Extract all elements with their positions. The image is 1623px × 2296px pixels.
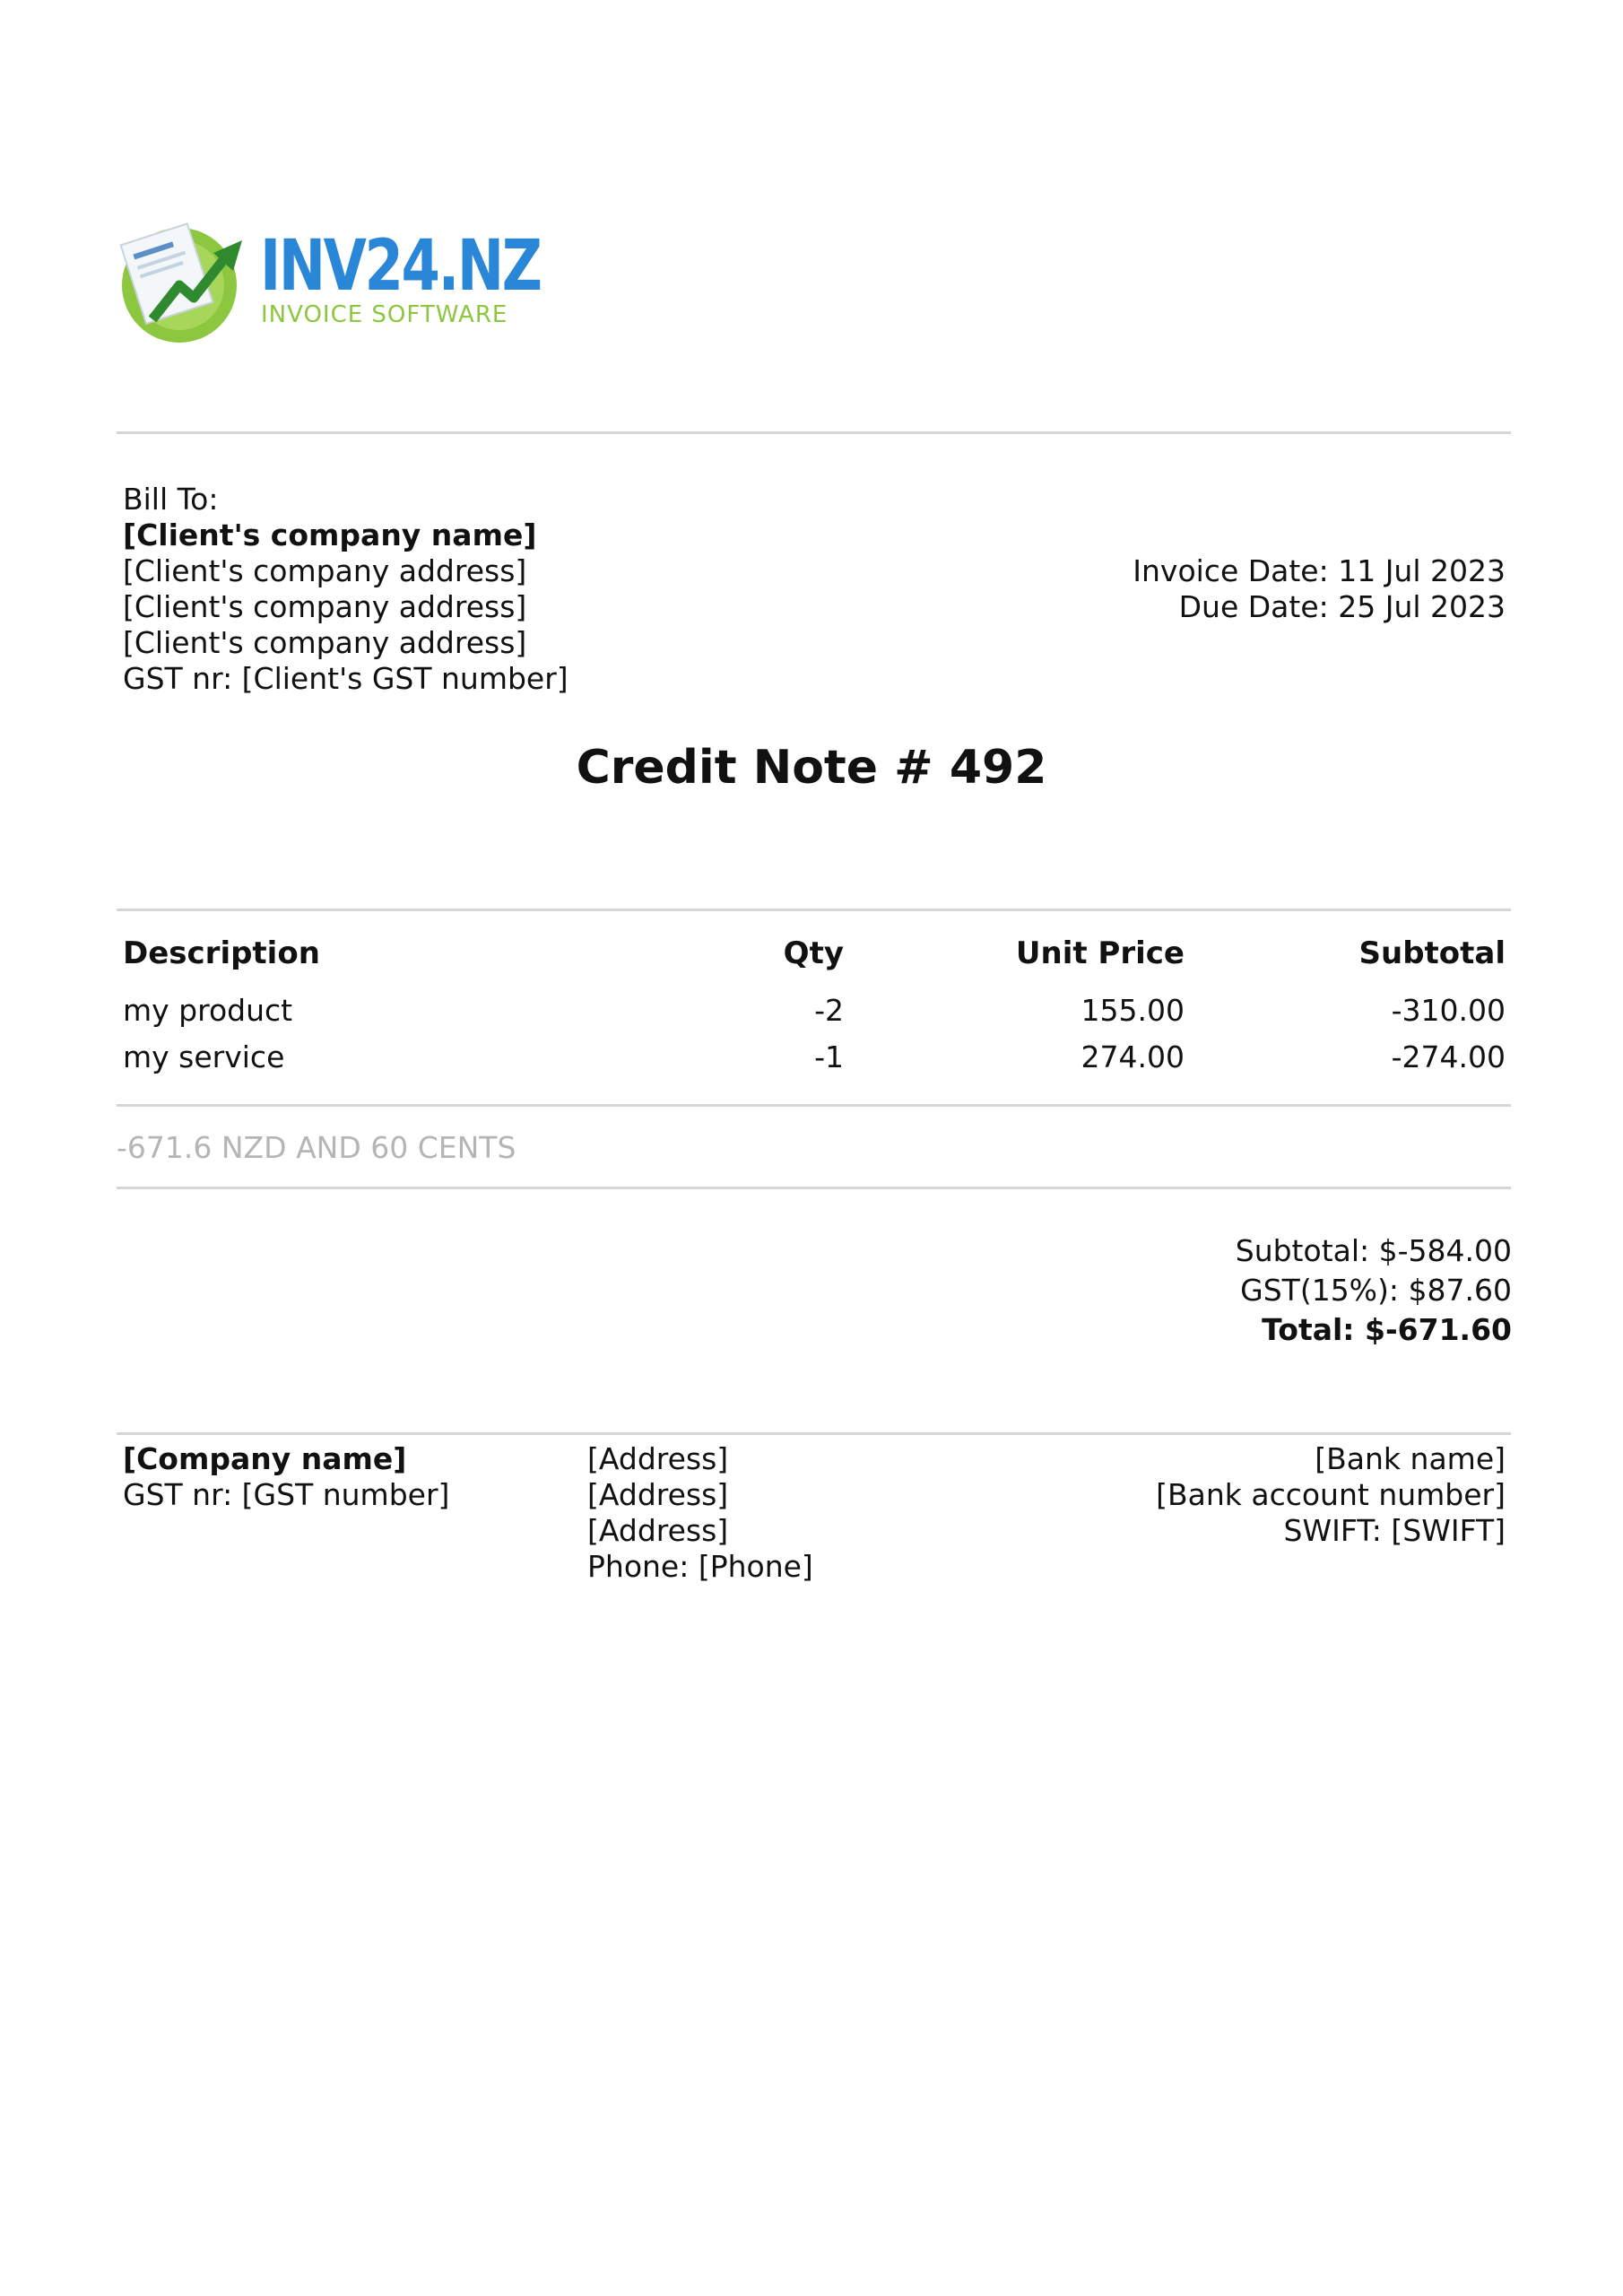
row-qty: -1 [814, 1039, 844, 1074]
totals-total: Total: $-671.60 [1262, 1312, 1512, 1347]
client-address-line: [Client's company address] [123, 589, 527, 624]
due-date: Due Date: 25 Jul 2023 [1178, 589, 1506, 624]
totals-block [1236, 1231, 1512, 1350]
footer-bank-name: [Bank name] [1315, 1441, 1506, 1476]
footer-swift: SWIFT: [SWIFT] [1283, 1513, 1506, 1548]
totals-gst: GST(15%): $87.60 [1240, 1273, 1512, 1308]
logo-icon [117, 213, 251, 348]
row-qty: -2 [814, 993, 844, 1028]
invoice-date: Invoice Date: 11 Jul 2023 [1133, 553, 1506, 588]
document-title: Credit Note # 492 [576, 741, 1047, 795]
footer-phone: Phone: [Phone] [587, 1549, 813, 1584]
row-description: my service [123, 1039, 285, 1074]
header-unit-price: Unit Price [1015, 935, 1185, 971]
footer-address-line: [Address] [587, 1513, 729, 1548]
footer-company-name: [Company name] [123, 1441, 407, 1476]
dates-block [1133, 553, 1506, 625]
row-subtotal: -274.00 [1391, 1039, 1506, 1074]
divider [117, 1187, 1511, 1189]
row-description: my product [123, 993, 293, 1028]
client-address-line: [Client's company address] [123, 625, 527, 660]
row-subtotal: -310.00 [1391, 993, 1506, 1028]
footer-bank-block [1156, 1441, 1506, 1549]
footer-address-block [587, 1441, 813, 1585]
bill-to-block [123, 482, 568, 697]
footer-address-line: [Address] [587, 1477, 729, 1512]
amount-in-words: -671.6 NZD AND 60 CENTS [117, 1130, 516, 1165]
client-gst: GST nr: [Client's GST number] [123, 661, 568, 696]
header-description: Description [123, 935, 320, 971]
divider [117, 1104, 1511, 1107]
logo-name: INV24.NZ [260, 226, 541, 307]
footer-gst: GST nr: [GST number] [123, 1477, 450, 1512]
divider [117, 909, 1511, 911]
bill-to-label: Bill To: [123, 482, 219, 517]
row-unit-price: 274.00 [1081, 1039, 1185, 1074]
footer-bank-account: [Bank account number] [1156, 1477, 1506, 1512]
logo-tagline: INVOICE SOFTWARE [261, 301, 508, 328]
divider [117, 1432, 1511, 1435]
row-unit-price: 155.00 [1081, 993, 1185, 1028]
divider [117, 431, 1511, 434]
company-logo [117, 213, 541, 348]
header-qty: Qty [783, 935, 844, 971]
totals-subtotal: Subtotal: $-584.00 [1235, 1233, 1512, 1268]
client-company-name: [Client's company name] [123, 517, 537, 552]
footer-company-block [123, 1441, 449, 1513]
footer-address-line: [Address] [587, 1441, 729, 1476]
client-address-line: [Client's company address] [123, 553, 527, 588]
header-subtotal: Subtotal [1358, 935, 1506, 971]
